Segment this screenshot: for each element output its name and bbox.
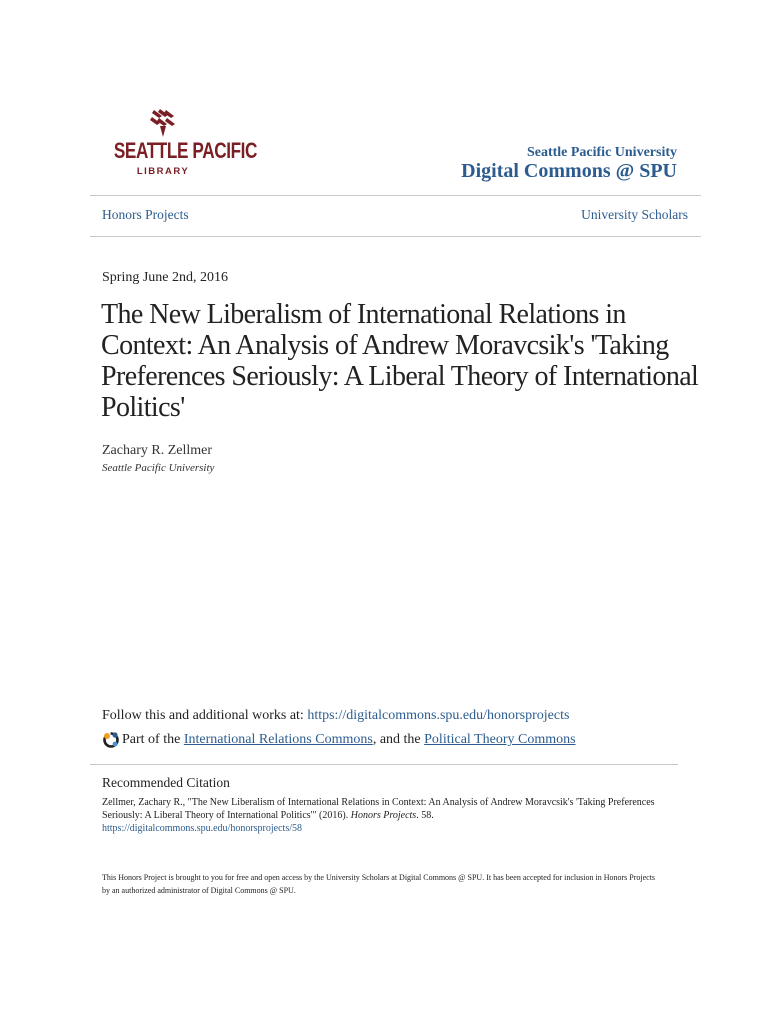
follow-prefix: Follow this and additional works at: [102, 708, 308, 723]
citation-divider [90, 764, 678, 765]
logo-title: SEATTLE PACIFIC [113, 138, 258, 163]
author-name: Zachary R. Zellmer [102, 443, 213, 458]
logo-subtitle: LIBRARY [136, 166, 190, 177]
header-divider [90, 195, 701, 196]
international-relations-commons-link[interactable]: International Relations Commons [183, 732, 373, 747]
university-name[interactable]: Seattle Pacific University [526, 145, 677, 160]
document-title: The New Liberalism of International Relations in Context: An Analysis of Andrew Moravcsik's 'Taking Preferences Seriously: A Liberal Theory of International Politics' [101, 299, 699, 423]
honorsprojects-url-link[interactable]: https://digitalcommons.spu.edu/honorsprojects [307, 708, 570, 723]
publication-date: Spring June 2nd, 2016 [102, 270, 228, 285]
part-of-prefix: Part of the [122, 732, 181, 747]
honors-projects-link[interactable]: Honors Projects [102, 207, 189, 222]
nav-divider [90, 236, 701, 237]
network-commons-icon [102, 731, 120, 749]
author-affiliation: Seattle Pacific University [102, 462, 215, 474]
university-scholars-link[interactable]: University Scholars [581, 207, 688, 222]
citation-text [102, 796, 662, 835]
citation-series: Honors Projects [350, 810, 417, 821]
citation-url-link[interactable]: https://digitalcommons.spu.edu/honorsprojects/58 [102, 823, 302, 834]
citation-body: Zellmer, Zachary R., "The New Liberalism of International Relations in Context: An Analysis of Andrew Moravcsik's 'Taking Preferences Seriously: A Liberal Theory of International Politics'" (2016). [102, 797, 655, 821]
part-of-middle: , and the [372, 732, 425, 747]
seattle-pacific-logo-mark-icon [146, 108, 180, 138]
citation-number: . 58. [416, 810, 434, 821]
seattle-pacific-library-logo[interactable] [100, 108, 258, 180]
repository-name[interactable]: Digital Commons @ SPU [461, 160, 677, 182]
part-of-line [102, 731, 576, 749]
access-note: This Honors Project is brought to you for free and open access by the University Scholars at Digital Commons @ SPU. It has been accepted for inclusion in Honors Projects by an authorized administrator of Digital Commons @ SPU. [102, 873, 656, 895]
political-theory-commons-link[interactable]: Political Theory Commons [424, 732, 576, 747]
recommended-citation-heading: Recommended Citation [102, 775, 230, 790]
follow-line [102, 708, 569, 724]
